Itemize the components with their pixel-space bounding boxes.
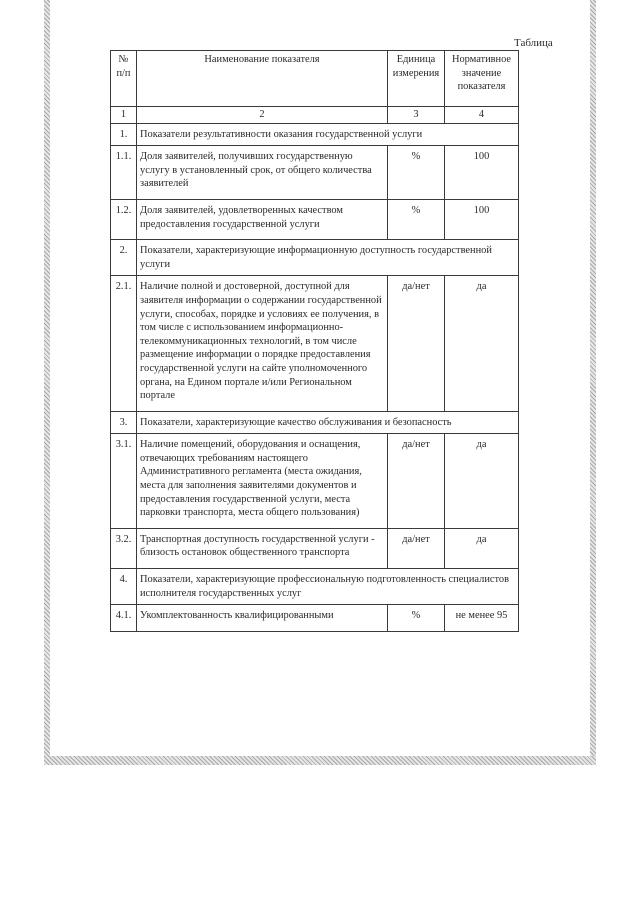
section-row [111,123,519,146]
row-name: Укомплектованность квалифицированными [137,605,388,632]
page-shadow-bottom [44,756,596,765]
row-value: 100 [445,199,519,239]
row-num: 4.1. [111,605,137,632]
header-name: Наименование показателя [137,51,388,107]
column-number: 4 [445,107,519,124]
table-row [111,199,519,239]
column-number: 1 [111,107,137,124]
row-name: Наличие помещений, оборудования и оснащения, отвечающих требованиям настоящего Административного регламента (места ожидания, места для заполнения заявителями документов и предоставления государственной услуги, места парковки транспорта, места общего пользования) [137,434,388,529]
row-num: 3.1. [111,434,137,529]
section-title: Показатели, характеризующие профессиональную подготовленность специалистов исполнителя государственных услуг [137,569,519,605]
row-unit: % [388,146,445,200]
page-shadow-right [590,0,596,765]
row-num: 1.2. [111,199,137,239]
header-norm: Нормативное значение показателя [445,51,519,107]
header-num: № п/п [111,51,137,107]
row-num: 1.1. [111,146,137,200]
row-num: 3.2. [111,528,137,568]
table-row [111,146,519,200]
row-name: Доля заявителей, получивших государственную услугу в установленный срок, от общего количества заявителей [137,146,388,200]
section-num: 2. [111,240,137,276]
row-unit: да/нет [388,528,445,568]
table-row [111,276,519,411]
row-value: не менее 95 [445,605,519,632]
header-row [111,51,519,107]
row-unit: % [388,199,445,239]
row-unit: да/нет [388,276,445,411]
table-caption: Таблица [514,37,553,49]
row-name: Транспортная доступность государственной услуги - близость остановок общественного транспорта [137,528,388,568]
column-number: 3 [388,107,445,124]
table-row [111,605,519,632]
row-value: да [445,276,519,411]
row-name: Наличие полной и достоверной, доступной для заявителя информации о содержании государственной услуги, способах, порядке и условиях ее получения, в том числе с использованием информационно-телекоммуникационных технологий, в том числе размещение информации о порядке предоставления государственной услуги на сайте уполномоченного органа, на Едином портале и/или Региональном портале [137,276,388,411]
indicators-table [110,50,519,632]
table-row [111,528,519,568]
row-unit: да/нет [388,434,445,529]
section-num: 3. [111,411,137,434]
section-title: Показатели результативности оказания государственной услуги [137,123,519,146]
row-value: 100 [445,146,519,200]
table-row [111,434,519,529]
section-row [111,411,519,434]
row-value: да [445,434,519,529]
section-title: Показатели, характеризующие информационную доступность государственной услуги [137,240,519,276]
section-row [111,240,519,276]
section-row [111,569,519,605]
section-num: 1. [111,123,137,146]
column-number: 2 [137,107,388,124]
row-name: Доля заявителей, удовлетворенных качеством предоставления государственной услуги [137,199,388,239]
row-value: да [445,528,519,568]
header-unit: Единица измерения [388,51,445,107]
row-num: 2.1. [111,276,137,411]
section-num: 4. [111,569,137,605]
row-unit: % [388,605,445,632]
column-numbers-row [111,107,519,124]
section-title: Показатели, характеризующие качество обслуживания и безопасность [137,411,519,434]
